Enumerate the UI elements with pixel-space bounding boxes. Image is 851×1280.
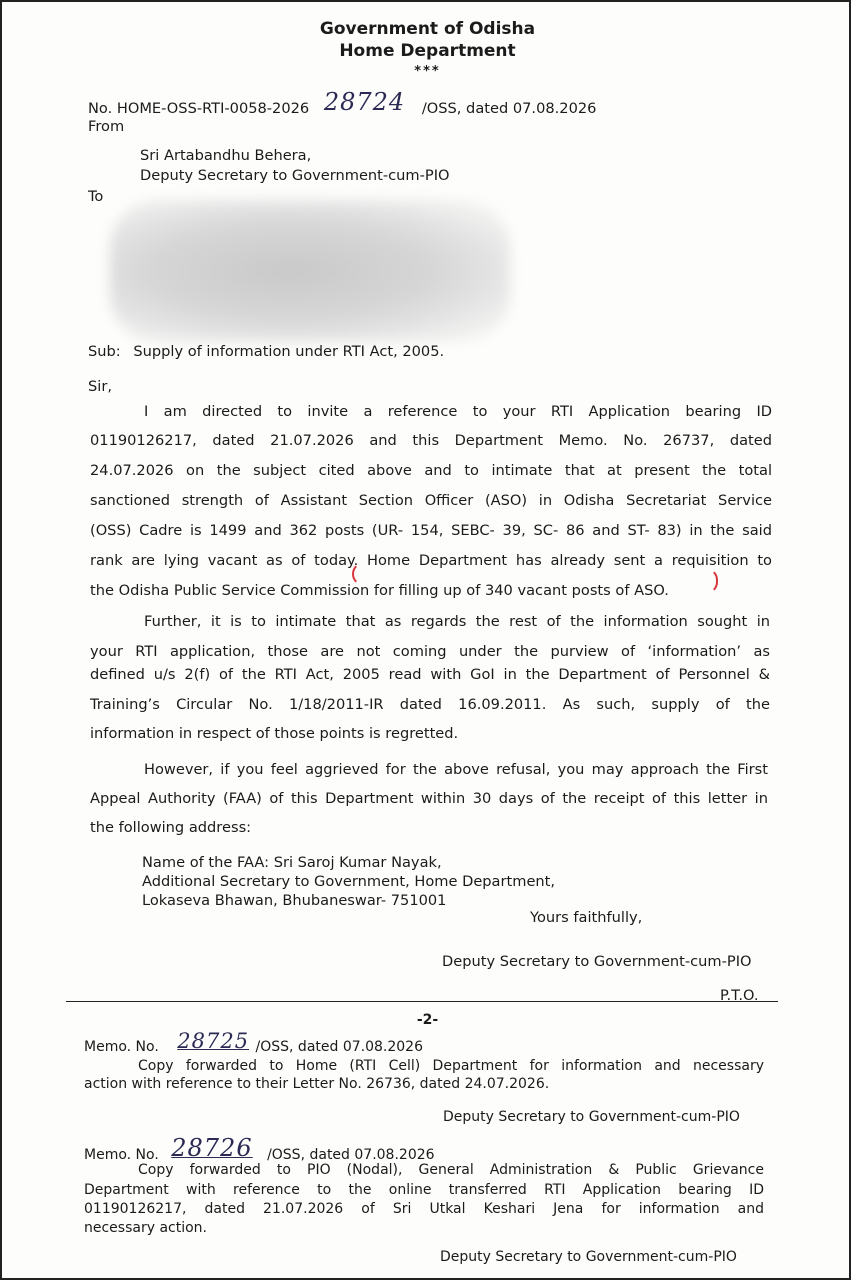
- para3-line: However, if you feel aggrieved for the above refusal, you may approach the First: [144, 761, 768, 778]
- memo1-line: Copy forwarded to Home (RTI Cell) Department for information and necessary: [138, 1058, 764, 1074]
- memo1-suffix: /OSS, dated 07.08.2026: [255, 1039, 423, 1055]
- pto: P.T.O.: [720, 987, 759, 1004]
- subject: [88, 343, 444, 360]
- from-designation: Deputy Secretary to Government-cum-PIO: [140, 167, 450, 184]
- page-number: -2-: [416, 1012, 439, 1028]
- from-name: Sri Artabandhu Behera,: [140, 147, 312, 164]
- para2-line: Further, it is to intimate that as regards the rest of the information sought in: [144, 613, 770, 630]
- memo2-line: Copy forwarded to PIO (Nodal), General Administration & Public Grievance: [138, 1162, 764, 1178]
- para2-line: defined u/s 2(f) of the RTI Act, 2005 read with GoI in the Department of Personnel &: [90, 666, 770, 683]
- para2-line: information in respect of those points is regretted.: [90, 725, 459, 742]
- header-department: Home Department: [339, 41, 516, 61]
- para1-line: sanctioned strength of Assistant Section Officer (ASO) in Odisha Secretariat Service: [90, 492, 772, 509]
- closing: Yours faithfully,: [530, 909, 643, 926]
- memo1-line: action with reference to their Letter No. 26736, dated 24.07.2026.: [84, 1076, 550, 1092]
- memo2-prefix: Memo. No.: [84, 1147, 159, 1163]
- faa-address: Lokaseva Bhawan, Bhubaneswar- 751001: [142, 892, 447, 909]
- reference-prefix: No. HOME-OSS-RTI-0058-2026: [88, 100, 310, 117]
- faa-designation: Additional Secretary to Government, Home Department,: [142, 873, 556, 890]
- para1-line: rank are lying vacant as of today. Home Department has already sent a requisition to: [90, 552, 772, 569]
- subject-label: Sub:: [88, 343, 121, 360]
- para2-line: your RTI application, those are not coming under the purview of ‘information’ as: [90, 643, 770, 660]
- red-pen-mark: [702, 568, 718, 594]
- memo2-header: [84, 1134, 435, 1165]
- para3-line: the following address:: [90, 819, 252, 836]
- handwritten-memo1: 28725: [177, 1029, 250, 1053]
- para1-line: the Odisha Public Service Commission for filling up of 340 vacant posts of ASO.: [90, 582, 669, 599]
- memo2-line: necessary action.: [84, 1220, 207, 1236]
- memo1-signature: Deputy Secretary to Government-cum-PIO: [443, 1109, 740, 1125]
- para1-line: 01190126217, dated 21.07.2026 and this Department Memo. No. 26737, dated: [90, 432, 772, 449]
- para2-line: Training’s Circular No. 1/18/2011-IR dated 16.09.2011. As such, supply of the: [90, 696, 770, 713]
- memo2-signature: Deputy Secretary to Government-cum-PIO: [440, 1249, 737, 1265]
- handwritten-memo2: 28726: [171, 1134, 253, 1162]
- para1-line: (OSS) Cadre is 1499 and 362 posts (UR- 154, SEBC- 39, SC- 86 and ST- 83) in the said: [90, 522, 772, 539]
- header-stars: ***: [414, 64, 441, 79]
- memo2-line: 01190126217, dated 21.07.2026 of Sri Utkal Keshari Jena for information and: [84, 1201, 764, 1217]
- subject-text: Supply of information under RTI Act, 2005.: [133, 343, 445, 360]
- memo1-header: [84, 1029, 423, 1056]
- from-label: From: [88, 118, 125, 135]
- handwritten-reference: 28724: [323, 88, 406, 116]
- reference-suffix: /OSS, dated 07.08.2026: [421, 100, 597, 117]
- page-divider: [66, 1001, 778, 1002]
- to-label: To: [88, 188, 104, 205]
- header-government: Government of Odisha: [319, 19, 536, 39]
- para3-line: Appeal Authority (FAA) of this Department within 30 days of the receipt of this letter in: [90, 790, 768, 807]
- salutation: Sir,: [88, 378, 112, 395]
- signature-main: Deputy Secretary to Government-cum-PIO: [442, 953, 752, 970]
- memo1-prefix: Memo. No.: [84, 1039, 159, 1055]
- para1-line: 24.07.2026 on the subject cited above and to intimate that at present the total: [90, 462, 772, 479]
- memo2-suffix: /OSS, dated 07.08.2026: [267, 1147, 435, 1163]
- reference-number: [88, 88, 597, 119]
- faa-name: Name of the FAA: Sri Saroj Kumar Nayak,: [142, 854, 442, 871]
- redacted-address: [110, 200, 510, 342]
- para1-line: I am directed to invite a reference to your RTI Application bearing ID: [144, 403, 772, 420]
- memo2-line: Department with reference to the online transferred RTI Application bearing ID: [84, 1182, 764, 1198]
